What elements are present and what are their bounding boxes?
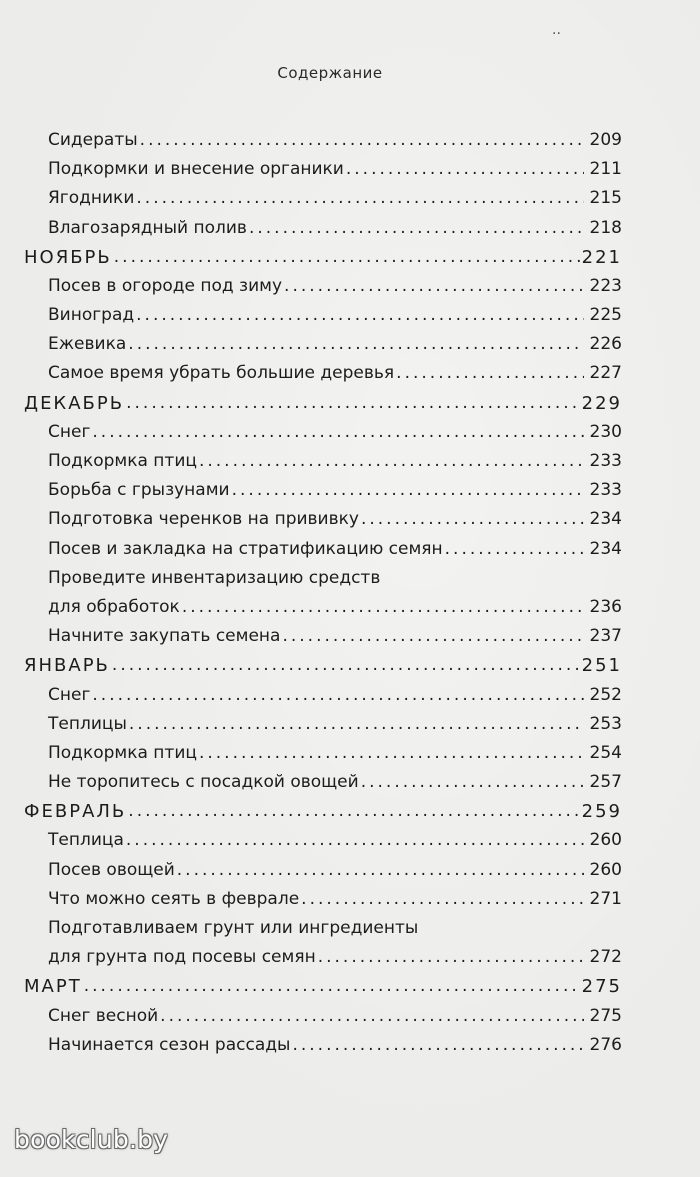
toc-entry (24, 360, 622, 389)
toc-page-number: 211 (589, 159, 622, 180)
toc-entry (24, 272, 622, 301)
toc-entry-title: Посев и закладка на стратификацию семян (48, 538, 443, 559)
toc-leader-dots (136, 184, 584, 213)
watermark: bookclub.by (14, 1125, 169, 1154)
toc-entry (24, 827, 622, 856)
toc-page-number: 229 (581, 392, 622, 414)
toc-leader-dots (284, 272, 584, 301)
toc-entry-title: ЯНВАРЬ (24, 655, 110, 677)
toc-entry-title: Подкормки и внесение органики (48, 159, 344, 180)
toc-leader-dots (301, 885, 584, 914)
toc-page-number: 275 (581, 976, 622, 998)
toc-leader-dots (128, 330, 584, 359)
toc-page-number: 276 (589, 1034, 622, 1055)
toc-entry-title: Влагозарядный полив (48, 217, 247, 238)
toc-page-number: 226 (589, 334, 622, 355)
toc-entry (24, 535, 622, 564)
toc-entry-title: МАРТ (24, 976, 82, 998)
toc-entry (24, 330, 622, 359)
toc-entry (24, 126, 622, 155)
toc-entry (24, 184, 622, 213)
toc-entry-title: Сидераты (48, 129, 138, 150)
toc-leader-dots (396, 360, 584, 389)
toc-leader-dots (249, 214, 584, 243)
toc-entry (24, 710, 622, 739)
toc-page-number: 257 (589, 772, 622, 793)
toc-entry-title: Снег весной (48, 1005, 159, 1026)
toc-page-number: 234 (589, 509, 622, 530)
toc-entry-title: Подкормка птиц (48, 742, 197, 763)
toc-leader-dots (292, 1031, 584, 1060)
toc-leader-dots (182, 593, 584, 622)
toc-entry-title: Подкормка птиц (48, 451, 197, 472)
toc-entry-title: Подготовка черенков на прививку (48, 509, 359, 530)
toc-entry-title: НОЯБРЬ (24, 246, 112, 268)
toc-page-number: 233 (589, 480, 622, 501)
toc-entry-title: Снег (48, 421, 91, 442)
toc-page-number: 225 (589, 305, 622, 326)
toc-leader-dots (177, 856, 584, 885)
toc-page-number: 275 (589, 1005, 622, 1026)
toc-entry (24, 155, 622, 184)
toc-page-number: 230 (589, 421, 622, 442)
toc-entry-title: для грунта под посевы семян (48, 947, 316, 968)
toc-entry (24, 505, 622, 534)
toc-leader-dots (232, 476, 584, 505)
toc-chapter-entry (24, 243, 622, 272)
toc-page-number: 271 (589, 888, 622, 909)
toc-leader-dots (282, 622, 584, 651)
toc-entry (24, 564, 622, 593)
toc-leader-dots (140, 126, 584, 155)
toc-leader-dots (318, 943, 584, 972)
toc-entry (24, 768, 622, 797)
toc-entry-title: Не торопитесь с посадкой овощей (48, 772, 359, 793)
toc-entry-title: Теплицы (48, 713, 127, 734)
toc-entry (24, 593, 622, 622)
toc-entry-title: Начинается сезон рассады (48, 1034, 291, 1055)
toc-leader-dots (346, 155, 584, 184)
toc-entry (24, 622, 622, 651)
toc-entry-title: Теплица (48, 830, 124, 851)
toc-leader-dots (199, 447, 584, 476)
toc-entry-title: для обработок (48, 596, 180, 617)
toc-leader-dots (160, 1002, 584, 1031)
toc-entry-title: Посев в огороде под зиму (48, 275, 283, 296)
table-of-contents (24, 126, 622, 1060)
toc-entry (24, 681, 622, 710)
toc-entry (24, 214, 622, 243)
toc-entry (24, 476, 622, 505)
toc-leader-dots (128, 797, 579, 826)
toc-entry-title: Борьба с грызунами (48, 480, 230, 501)
toc-leader-dots (136, 301, 584, 330)
toc-page-number: 237 (589, 626, 622, 647)
corner-mark: .. (552, 22, 561, 38)
toc-entry (24, 914, 622, 943)
toc-leader-dots (361, 505, 584, 534)
toc-page-number: 260 (589, 859, 622, 880)
toc-leader-dots (199, 739, 584, 768)
toc-leader-dots (92, 418, 584, 447)
toc-entry-title: Самое время убрать большие деревья (48, 363, 395, 384)
running-head: Содержание (277, 64, 383, 82)
toc-entry-title: Ежевика (48, 334, 127, 355)
toc-page-number: 236 (589, 596, 622, 617)
toc-entry-title: ФЕВРАЛЬ (24, 801, 127, 823)
toc-leader-dots (126, 389, 580, 418)
toc-leader-dots (445, 535, 584, 564)
toc-leader-dots (114, 243, 580, 272)
toc-page-number: 260 (589, 830, 622, 851)
toc-entry-title: Начните закупать семена (48, 626, 281, 647)
toc-entry-title: Посев овощей (48, 859, 175, 880)
toc-leader-dots (129, 710, 584, 739)
toc-page-number: 253 (589, 713, 622, 734)
toc-entry (24, 739, 622, 768)
toc-page-number: 254 (589, 742, 622, 763)
toc-leader-dots (112, 651, 580, 680)
toc-leader-dots (361, 768, 584, 797)
toc-entry (24, 447, 622, 476)
toc-entry (24, 1002, 622, 1031)
toc-leader-dots (126, 827, 584, 856)
toc-page-number: 259 (581, 801, 622, 823)
toc-chapter-entry (24, 389, 622, 418)
toc-entry-title: ДЕКАБРЬ (24, 392, 125, 414)
toc-leader-dots (84, 972, 580, 1001)
toc-page-number: 223 (589, 275, 622, 296)
toc-page-number: 252 (589, 684, 622, 705)
toc-chapter-entry (24, 972, 622, 1001)
toc-page-number: 215 (589, 188, 622, 209)
toc-page-number: 218 (589, 217, 622, 238)
toc-entry (24, 301, 622, 330)
toc-chapter-entry (24, 651, 622, 680)
toc-entry-title: Виноград (48, 305, 135, 326)
toc-entry-title: Проведите инвентаризацию средств (48, 567, 381, 588)
toc-entry (24, 1031, 622, 1060)
toc-entry (24, 885, 622, 914)
toc-entry-title: Что можно сеять в феврале (48, 888, 300, 909)
toc-page-number: 227 (589, 363, 622, 384)
toc-page-number: 233 (589, 451, 622, 472)
toc-page-number: 221 (581, 246, 622, 268)
toc-leader-dots (92, 681, 584, 710)
toc-entry-title: Снег (48, 684, 91, 705)
toc-entry-title: Ягодники (48, 188, 135, 209)
toc-page-number: 251 (581, 655, 622, 677)
toc-entry (24, 856, 622, 885)
toc-page-number: 272 (589, 947, 622, 968)
toc-entry (24, 418, 622, 447)
toc-page-number: 234 (589, 538, 622, 559)
toc-chapter-entry (24, 797, 622, 826)
toc-entry-title: Подготавливаем грунт или ингредиенты (48, 918, 419, 939)
toc-page-number: 209 (589, 129, 622, 150)
toc-entry (24, 943, 622, 972)
